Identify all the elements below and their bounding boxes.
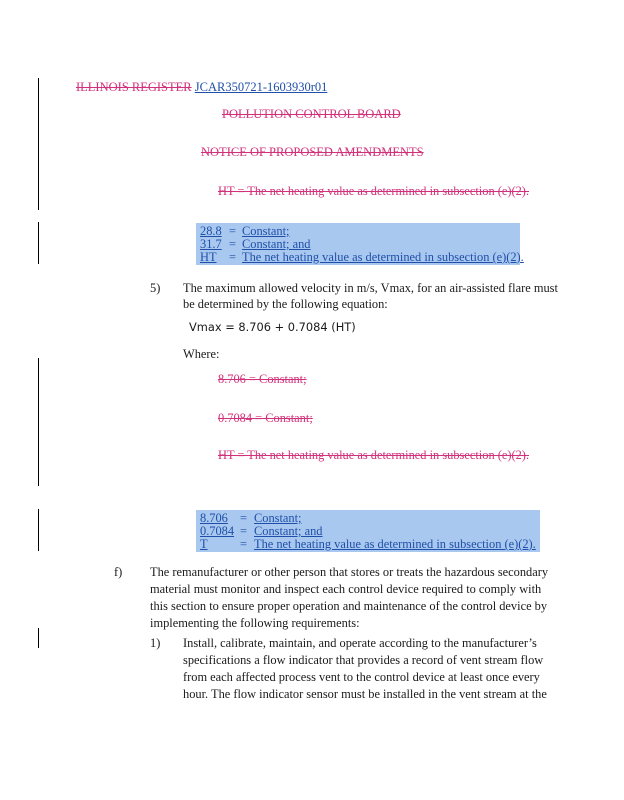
change-bar [38, 78, 39, 210]
change-bar [38, 509, 39, 551]
item-1-number: 1) [150, 636, 161, 650]
def-text: Constant; and [242, 237, 311, 251]
register-header [76, 80, 327, 95]
def-text: Constant; [242, 224, 290, 238]
def-text: Constant; and [254, 524, 323, 538]
item-f-line: implementing the following requirements: [150, 616, 360, 630]
item-5-line-1: The maximum allowed velocity in m/s, Vmax, for an air-assisted flare must [183, 281, 558, 295]
register-new: JCAR350721-1603930r01 [194, 80, 328, 94]
def-term: 28.8 [200, 224, 222, 238]
register-old: ILLINOIS REGISTER [76, 80, 192, 94]
item-1-line: hour. The flow indicator sensor must be installed in the vent stream at the [183, 687, 547, 701]
item-f-line: material must monitor and inspect each control device required to comply with [150, 582, 542, 596]
def-eq: = [240, 511, 247, 525]
def-term: 31.7 [200, 237, 222, 251]
def-text: The net heating value as determined in subsection (e)(2). [242, 250, 524, 264]
item-f-line: this section to ensure proper operation and maintenance of the control device by [150, 599, 548, 613]
def-term: HT [200, 250, 217, 264]
deleted-def: 0.7084 = Constant; [218, 411, 313, 425]
item-5-number: 5) [150, 281, 161, 295]
change-bar [38, 222, 39, 264]
item-5-line-2: be determined by the following equation: [183, 297, 388, 311]
deleted-ht-definition: HT = The net heating value as determined in subsection (e)(2). [218, 184, 530, 198]
deleted-def: 8.706 = Constant; [218, 372, 307, 386]
def-eq: = [240, 537, 247, 551]
where-label: Where: [183, 347, 220, 361]
item-1-line: from each affected process vent to the control device at least once every [183, 670, 540, 684]
item-f-label: f) [114, 565, 123, 579]
def-eq: = [229, 224, 236, 238]
item-f-line: The remanufacturer or other person that stores or treats the hazardous secondary [150, 565, 549, 579]
def-term: T [200, 537, 208, 551]
change-bar [38, 628, 39, 648]
item-1-line: specifications a flow indicator that provides a record of vent stream flow [183, 653, 544, 667]
def-text: The net heating value as determined in subsection (e)(2). [254, 537, 536, 551]
change-bar [38, 358, 39, 486]
def-term: 8.706 [200, 511, 228, 525]
def-eq: = [229, 250, 236, 264]
def-row [200, 250, 217, 265]
def-eq: = [229, 237, 236, 251]
item-1-line: Install, calibrate, maintain, and operate according to the manufacturer’s [183, 636, 537, 650]
def-text: Constant; [254, 511, 302, 525]
velocity-equation: Vmax = 8.706 + 0.7084 (HT) [189, 320, 356, 334]
def-eq: = [240, 524, 247, 538]
deleted-def: HT = The net heating value as determined in subsection (e)(2). [218, 448, 530, 462]
notice-title: NOTICE OF PROPOSED AMENDMENTS [201, 145, 424, 159]
def-term: 0.7084 [200, 524, 235, 538]
board-title: POLLUTION CONTROL BOARD [222, 107, 401, 121]
